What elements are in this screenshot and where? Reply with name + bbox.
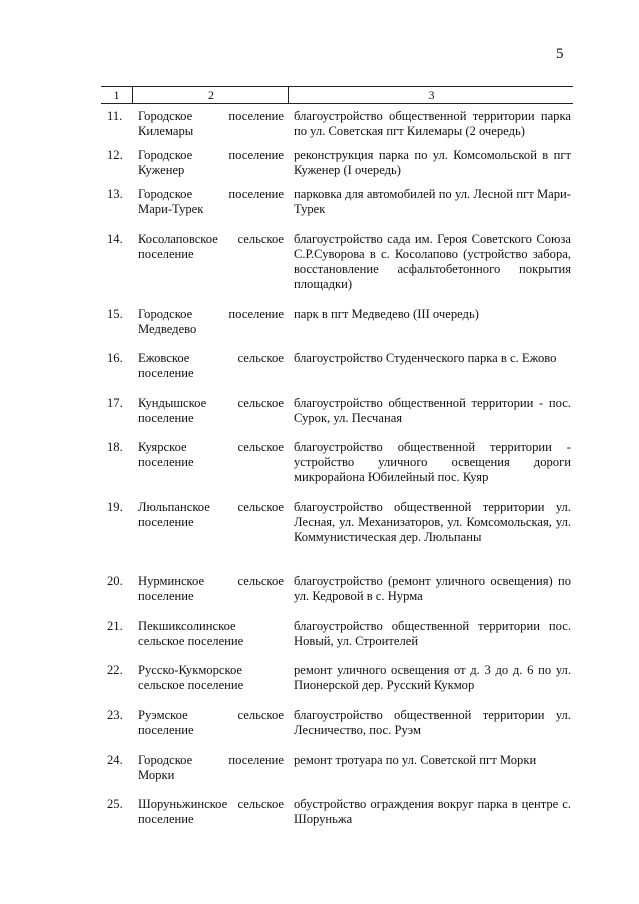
table-header xyxy=(101,86,573,104)
project-description: благоустройство общественной территории ул. Лесничество, пос. Руэм xyxy=(294,708,571,737)
settlement-name: Городское поселение Морки xyxy=(138,753,284,782)
settlement-name: Люльпанское сельское поселение xyxy=(138,500,284,529)
settlement-name: Городское поселение Килемары xyxy=(138,109,284,138)
settlement-name: Русско-Кукморское сельское поселение xyxy=(138,663,244,692)
row-number: 18. xyxy=(107,440,123,454)
row-number: 24. xyxy=(107,753,123,767)
settlement-name: Косолаповское сельское поселение xyxy=(138,232,284,261)
row-number: 11. xyxy=(107,109,123,123)
project-description: благоустройство общественной территории - пос. Сурок, ул. Песчаная xyxy=(294,396,571,425)
header-col-3: 3 xyxy=(288,87,574,103)
project-description: реконструкция парка по ул. Комсомольской в пгт Куженер (I очередь) xyxy=(294,148,571,177)
project-description: благоустройство Студенческого парка в с. Ежово xyxy=(294,351,557,365)
settlement-name: Руэмское сельское поселение xyxy=(138,708,284,737)
settlement-name: Городское поселение Мари-Турек xyxy=(138,187,284,216)
row-number: 14. xyxy=(107,232,123,246)
header-col-2: 2 xyxy=(132,87,289,103)
row-number: 15. xyxy=(107,307,123,321)
project-description: ремонт тротуара по ул. Советской пгт Морки xyxy=(294,753,537,767)
settlement-name: Нурминское сельское поселение xyxy=(138,574,284,603)
row-number: 16. xyxy=(107,351,123,365)
row-number: 17. xyxy=(107,396,123,410)
settlement-name: Пекшиксолинское сельское поселение xyxy=(138,619,244,648)
settlement-name: Куярское сельское поселение xyxy=(138,440,284,469)
project-description: парк в пгт Медведево (III очередь) xyxy=(294,307,479,321)
project-description: благоустройство общественной территории - устройство уличного освещения дороги микрорайона Юбилейный пос. Куяр xyxy=(294,440,571,484)
row-number: 13. xyxy=(107,187,123,201)
project-description: благоустройство общественной территории парка по ул. Советская пгт Килемары (2 очередь) xyxy=(294,109,571,138)
project-description: благоустройство (ремонт уличного освещения) по ул. Кедровой в с. Нурма xyxy=(294,574,571,603)
settlement-name: Ежовское сельское поселение xyxy=(138,351,284,380)
row-number: 22. xyxy=(107,663,123,677)
page-number: 5 xyxy=(556,46,564,62)
project-description: обустройство ограждения вокруг парка в центре с. Шоруньжа xyxy=(294,797,571,826)
settlement-name: Городское поселение Медведево xyxy=(138,307,284,336)
row-number: 23. xyxy=(107,708,123,722)
project-description: парковка для автомобилей по ул. Лесной пгт Мари-Турек xyxy=(294,187,571,216)
row-number: 20. xyxy=(107,574,123,588)
row-number: 19. xyxy=(107,500,123,514)
row-number: 21. xyxy=(107,619,123,633)
project-description: благоустройство общественной территории пос. Новый, ул. Строителей xyxy=(294,619,571,648)
project-description: ремонт уличного освещения от д. 3 до д. 6 по ул. Пионерской дер. Русский Кукмор xyxy=(294,663,571,692)
settlement-name: Городское поселение Куженер xyxy=(138,148,284,177)
project-description: благоустройство общественной территории ул. Лесная, ул. Механизаторов, ул. Комсомольская, ул. Коммунистическая дер. Люльпаны xyxy=(294,500,571,544)
project-description: благоустройство сада им. Героя Советского Союза С.Р.Суворова в с. Косолапово (устройство забора, восстановление асфальтобетонного покрытия площадки) xyxy=(294,232,571,291)
header-col-1: 1 xyxy=(113,88,120,102)
row-number: 25. xyxy=(107,797,123,811)
row-number: 12. xyxy=(107,148,123,162)
settlement-name: Шоруньжинское сельское поселение xyxy=(138,797,284,826)
settlement-name: Кундышское сельское поселение xyxy=(138,396,284,425)
